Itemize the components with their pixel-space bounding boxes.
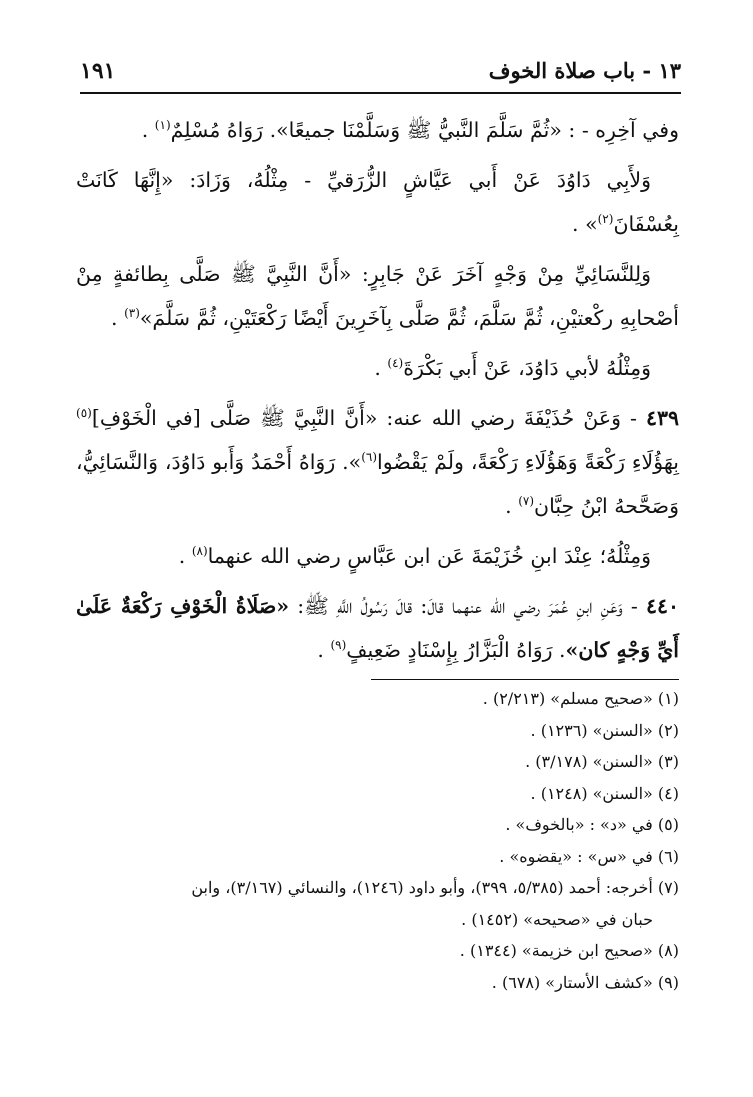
paragraph-end: .	[317, 638, 331, 662]
page-number: ١٩١	[80, 58, 116, 84]
paragraph-2	[76, 158, 679, 246]
footnote-5: (٥) في «د» : «بالخوف» .	[505, 815, 679, 834]
footnote-7: (٧) أخرجه: أحمد (٥/٣٨٥، ٣٩٩)، وأبو داود (١٢٤٦)، والنسائي (٣/١٦٧)، وابن	[191, 878, 679, 897]
footnote-divider	[371, 679, 679, 680]
hadith-number: ٤٤٠	[645, 594, 680, 618]
paragraph-3	[76, 252, 679, 340]
footnotes	[76, 683, 679, 998]
footnote-ref: (٥)	[76, 406, 92, 421]
footnote-4: (٤) «السنن» (١٢٤٨) .	[530, 783, 679, 803]
footnote-9: (٩) «كشف الأستار» (٦٧٨) .	[491, 972, 679, 992]
paragraph-end: » .	[572, 212, 598, 236]
hadith-text-c: ». رَوَاهُ أَحْمَدُ وَأَبو دَاوُدَ، وَالنَّسَائِيُّ، وَصَحَّحهُ ابْنُ حِبَّان	[76, 450, 679, 518]
paragraph-end: .	[505, 494, 519, 518]
hadith-text-a: - وَعَنْ حُذَيْفَةَ رضي الله عنه: «أَنَّ النَّبِيَّ ﷺ صَلَّى [في الْخَوْفِ]	[91, 406, 646, 430]
footnote-ref: (٢)	[597, 212, 614, 227]
hadith-quote: «صَلَاةُ الْخَوْفِ رَكْعَةٌ عَلَىٰ أَيِّ وَجْهٍ كان»	[76, 594, 679, 662]
footnote-ref: (٦)	[361, 450, 378, 465]
footnote-3: (٣) «السنن» (٣/١٧٨) .	[525, 752, 679, 771]
main-text	[76, 108, 679, 678]
footnote-ref: (٩)	[330, 638, 347, 653]
footnote-ref: (٣)	[124, 306, 140, 321]
footnote-6: (٦) في «س» : «يقضوه» .	[499, 846, 679, 866]
paragraph-end: .	[374, 356, 388, 380]
paragraph-text: وَلأَبِي دَاوُدَ عَنْ أَبي عَيَّاشٍ الزُّرَقيِّ - مِثْلُهُ، وَزَادَ: «إِنَّهَا كَانَتْ بِعُسْفَانَ	[76, 168, 679, 236]
hadith-439	[76, 396, 679, 528]
page-header	[80, 58, 681, 94]
paragraph-text: وَلِلنَّسَائِيِّ مِنْ وَجْهٍ آخَرَ عَنْ جَابِرٍ: «أَنَّ النَّبِيَّ ﷺ صَلَّى بِطائفةٍ مِنْ أصْحابِهِ ركْعتيْنِ، ثُمَّ سَلَّمَ، ثُمَّ صَلَّى بِآخَرِينَ أَيْضًا رَكْعَتَيْنِ، ثُمَّ سَلَّمَ»	[76, 262, 679, 330]
paragraph-6	[76, 534, 679, 578]
hadith-text-b: بِهَؤُلَاءِ رَكْعَةً وَهَؤُلَاءِ رَكْعَةً، ولَمْ يَقْضُوا	[377, 450, 679, 474]
paragraph-end: .	[141, 118, 155, 142]
footnote-7-continued: حبان في «صحيحه» (١٤٥٢) .	[461, 909, 653, 929]
hadith-text-a: - وَعَنِ ابنِ عُمَرَ رضي الله عنهما قالَ: قالَ رَسُولُ اللَّهِ ﷺ:	[289, 594, 646, 618]
footnote-2: (٢) «السنن» (١٢٣٦) .	[530, 720, 679, 740]
hadith-text-b: . رَوَاهُ الْبَزَّارُ بِإِسْنَادٍ ضَعِيفٍ	[346, 638, 566, 662]
paragraph-4	[76, 346, 679, 390]
paragraph-end: .	[111, 306, 125, 330]
paragraph-text: وَمِثْلُهُ؛ عِنْدَ ابنِ خُزَيْمَةَ عَن ابن عَبَّاسٍ رضي الله عنهما	[207, 544, 651, 568]
footnote-1: (١) «صحيح مسلم» (٢/٢١٣) .	[482, 689, 679, 708]
paragraph-end: .	[178, 544, 192, 568]
footnote-ref: (٤)	[387, 356, 404, 371]
hadith-440	[76, 584, 679, 672]
footnote-ref: (٨)	[191, 544, 208, 559]
paragraph-1	[76, 108, 679, 152]
paragraph-text: وَمِثْلُهُ لأبي دَاوُدَ، عَنْ أَبي بَكْرَةَ	[403, 356, 651, 380]
chapter-title: ١٣ - باب صلاة الخوف	[488, 58, 681, 83]
footnote-ref: (٧)	[518, 494, 535, 509]
hadith-number: ٤٣٩	[645, 406, 679, 430]
footnote-ref: (١)	[154, 118, 171, 133]
paragraph-text: وفي آخِرِه - : «ثُمَّ سَلَّمَ النَّبيُّ ﷺ وَسَلَّمْنَا جميعًا». رَوَاهُ مُسْلِمٌ	[170, 118, 679, 142]
footnote-8: (٨) «صحيح ابن خزيمة» (١٣٤٤) .	[459, 941, 679, 960]
